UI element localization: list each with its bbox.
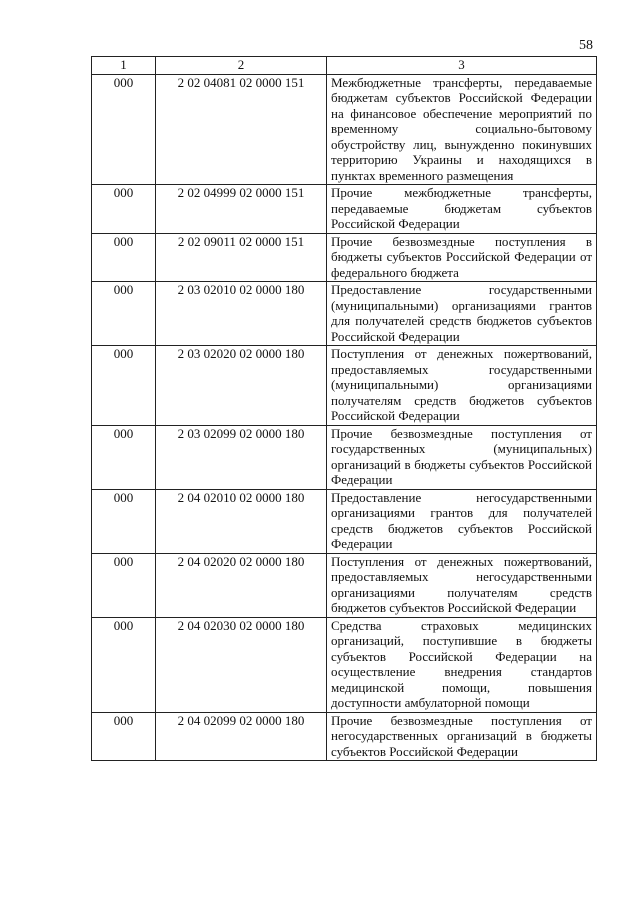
description-cell: Предоставление негосударственными организациями грантов для получателей средств бюджетов субъектов Российской Федерации xyxy=(327,489,597,553)
admin-code-cell: 000 xyxy=(92,346,156,426)
table-row xyxy=(92,185,597,234)
description-cell: Прочие межбюджетные трансферты, передаваемые бюджетам субъектов Российской Федерации xyxy=(327,185,597,234)
description-cell: Прочие безвозмездные поступления от негосударственных организаций в бюджеты субъектов Российской Федерации xyxy=(327,712,597,761)
description-cell: Прочие безвозмездные поступления от государственных (муниципальных) организаций в бюджеты субъектов Российской Федерации xyxy=(327,425,597,489)
table-row xyxy=(92,617,597,712)
budget-code-cell: 2 02 09011 02 0000 151 xyxy=(156,233,327,282)
table-row xyxy=(92,425,597,489)
admin-code-cell: 000 xyxy=(92,553,156,617)
budget-code-cell: 2 04 02010 02 0000 180 xyxy=(156,489,327,553)
description-cell: Межбюджетные трансферты, передаваемые бюджетам субъектов Российской Федерации на финансовое обеспечение мероприятий по временному социально-бытовому обустройству лиц, вынужденно покинувших территорию Украины и находящихся в пунктах временного размещения xyxy=(327,74,597,185)
admin-code-cell: 000 xyxy=(92,233,156,282)
table-header-row xyxy=(92,57,597,75)
admin-code-cell: 000 xyxy=(92,712,156,761)
budget-code-cell: 2 04 02099 02 0000 180 xyxy=(156,712,327,761)
table-row xyxy=(92,346,597,426)
description-cell: Поступления от денежных пожертвований, предоставляемых государственными (муниципальными) организациями получателям средств бюджетов субъектов Российской Федерации xyxy=(327,346,597,426)
budget-code-cell: 2 03 02010 02 0000 180 xyxy=(156,282,327,346)
table-row xyxy=(92,74,597,185)
table-row xyxy=(92,553,597,617)
description-cell: Предоставление государственными (муниципальными) организациями грантов для получателей средств бюджетов субъектов Российской Федерации xyxy=(327,282,597,346)
admin-code-cell: 000 xyxy=(92,74,156,185)
description-cell: Средства страховых медицинских организаций, поступившие в бюджеты субъектов Российской Федерации на осуществление внедрения стандартов медицинской помощи, повышения доступности амбулаторной помощи xyxy=(327,617,597,712)
table-row xyxy=(92,233,597,282)
budget-code-cell: 2 04 02020 02 0000 180 xyxy=(156,553,327,617)
budget-code-cell: 2 04 02030 02 0000 180 xyxy=(156,617,327,712)
admin-code-cell: 000 xyxy=(92,185,156,234)
description-cell: Прочие безвозмездные поступления в бюджеты субъектов Российской Федерации от федерального бюджета xyxy=(327,233,597,282)
column-header-3: 3 xyxy=(327,57,597,75)
table-row xyxy=(92,489,597,553)
column-header-1: 1 xyxy=(92,57,156,75)
admin-code-cell: 000 xyxy=(92,489,156,553)
budget-code-cell: 2 03 02020 02 0000 180 xyxy=(156,346,327,426)
budget-code-cell: 2 02 04081 02 0000 151 xyxy=(156,74,327,185)
table-row xyxy=(92,712,597,761)
column-header-2: 2 xyxy=(156,57,327,75)
budget-code-cell: 2 03 02099 02 0000 180 xyxy=(156,425,327,489)
budget-code-cell: 2 02 04999 02 0000 151 xyxy=(156,185,327,234)
description-cell: Поступления от денежных пожертвований, предоставляемых негосударственными организациями получателям средств бюджетов субъектов Российской Федерации xyxy=(327,553,597,617)
table-row xyxy=(92,282,597,346)
page-number: 58 xyxy=(579,38,593,53)
admin-code-cell: 000 xyxy=(92,617,156,712)
budget-codes-table xyxy=(91,56,597,761)
admin-code-cell: 000 xyxy=(92,425,156,489)
admin-code-cell: 000 xyxy=(92,282,156,346)
